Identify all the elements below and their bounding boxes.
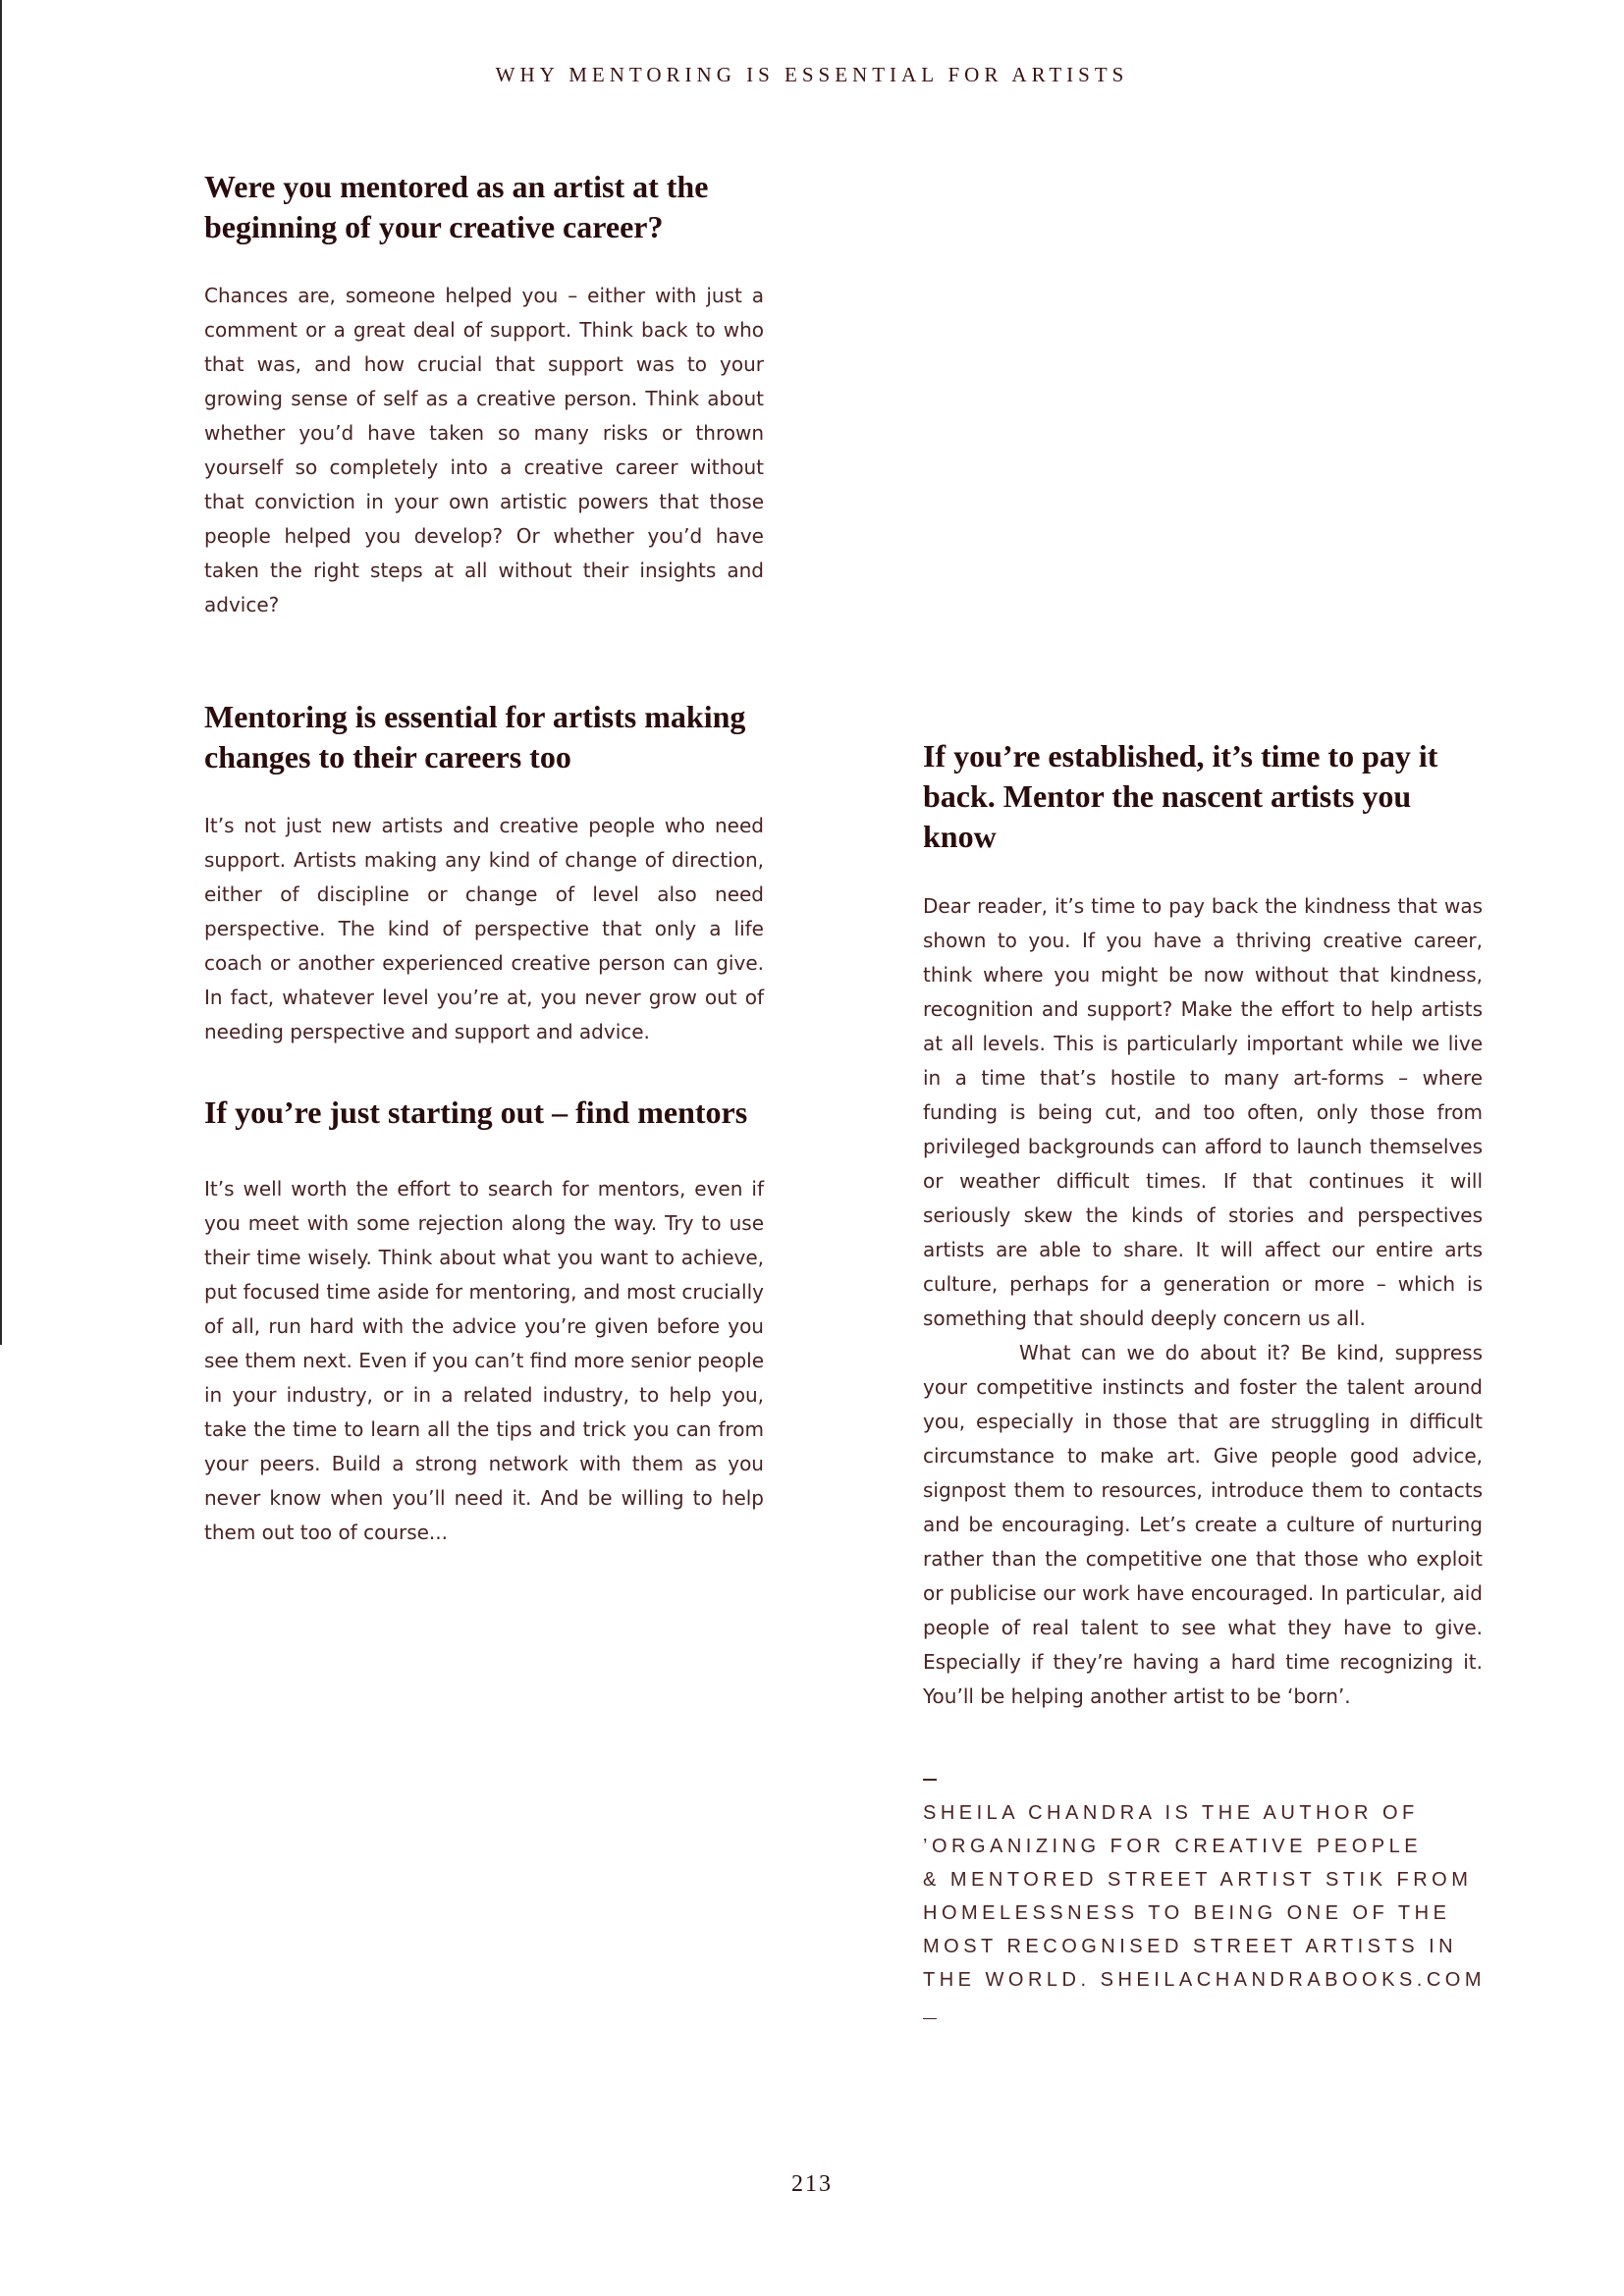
section-established [923,736,1483,1714]
section-heading: Mentoring is essential for artists making changes to their careers too [204,699,746,774]
bio-line: HOMELESSNESS TO BEING ONE OF THE [923,1901,1451,1924]
section-body: Dear reader, it’s time to pay back the kindness that was shown to you. If you have a thriving creative career, think where you might be now without that kindness, recognition and support? Make the effort to help artists at all levels. This is particularly important while we live in a time that’s hostile to many art-forms – where funding is being cut, and too often, only those from privileged backgrounds can afford to launch themselves or weather difficult times. If that continues it will seriously skew the kinds of stories and perspectives artists are able to share. It will affect our entire arts culture, perhaps for a generation or more – which is something that should deeply concern us all. [923,894,1483,1330]
section-heading: If you’re established, it’s time to pay it back. Mentor the nascent artists you know [923,738,1438,854]
running-head: WHY MENTORING IS ESSENTIAL FOR ARTISTS [495,63,1129,86]
section-starting-out [204,1093,764,1550]
bio-line: & MENTORED STREET ARTIST STIK FROM [923,1868,1473,1891]
section-body: What can we do about it? Be kind, suppress your competitive instincts and foster the talent around you, especially in those that are struggling in difficult circumstance to make art. Give people good advice, signpost them to resources, introduce them to contacts and be encouraging. Let’s create a culture of nurturing rather than the competitive one that those who exploit or publicise our work have encouraged. In particular, aid people of real talent to see what they have to give. Especially if they’re having a hard time recognizing it. You’ll be helping another artist to be ‘born’. [923,1341,1483,1708]
section-heading: Were you mentored as an artist at the beginning of your creative career? [204,169,709,244]
page-number: 213 [791,2171,833,2197]
bio-line: MOST RECOGNISED STREET ARTISTS IN [923,1935,1458,1957]
section-body: Chances are, someone helped you – either with just a comment or a great deal of support. Think back to who that was, and how crucial that support was to your growing sense of self as a creative person. Think about whether you’d have taken so many risks or thrown yourself so completely into a creative career without that conviction in your own artistic powers that those people helped you develop? Or whether you’d have taken the right steps at all without their insights and advice? [204,284,764,616]
bio-dash-bottom [923,2018,937,2020]
bio-line: ’ORGANIZING FOR CREATIVE PEOPLE [923,1835,1423,1857]
bio-line: SHEILA CHANDRA IS THE AUTHOR OF [923,1801,1419,1824]
section-mentored [204,167,764,622]
section-body: It’s well worth the effort to search for mentors, even if you meet with some rejection along the way. Try to use their time wisely. Think about what you want to achieve, put focused time aside for mentoring, and most crucially of all, run hard with the advice you’re given before you see them next. Even if you can’t find more senior people in your industry, or in a related industry, to help you, take the time to learn all the tips and trick you can from your peers. Build a strong network with them as you never know when you’ll need it. And be willing to help them out too of course... [204,1177,764,1544]
section-changes [204,697,764,1049]
section-body: It’s not just new artists and creative people who need support. Artists making any kind of change of direction, either of discipline or change of level also need perspective. The kind of perspective that only a life coach or another experienced creative person can give. In fact, whatever level you’re at, you never grow out of needing perspective and support and advice. [204,814,764,1043]
section-heading: If you’re just starting out – find mentors [204,1095,748,1130]
page-edge-rule [0,0,2,1345]
bio-dash-top [923,1779,937,1781]
author-bio [923,1779,1512,2019]
bio-line: THE WORLD. SHEILACHANDRABOOKS.COM [923,1968,1487,1991]
